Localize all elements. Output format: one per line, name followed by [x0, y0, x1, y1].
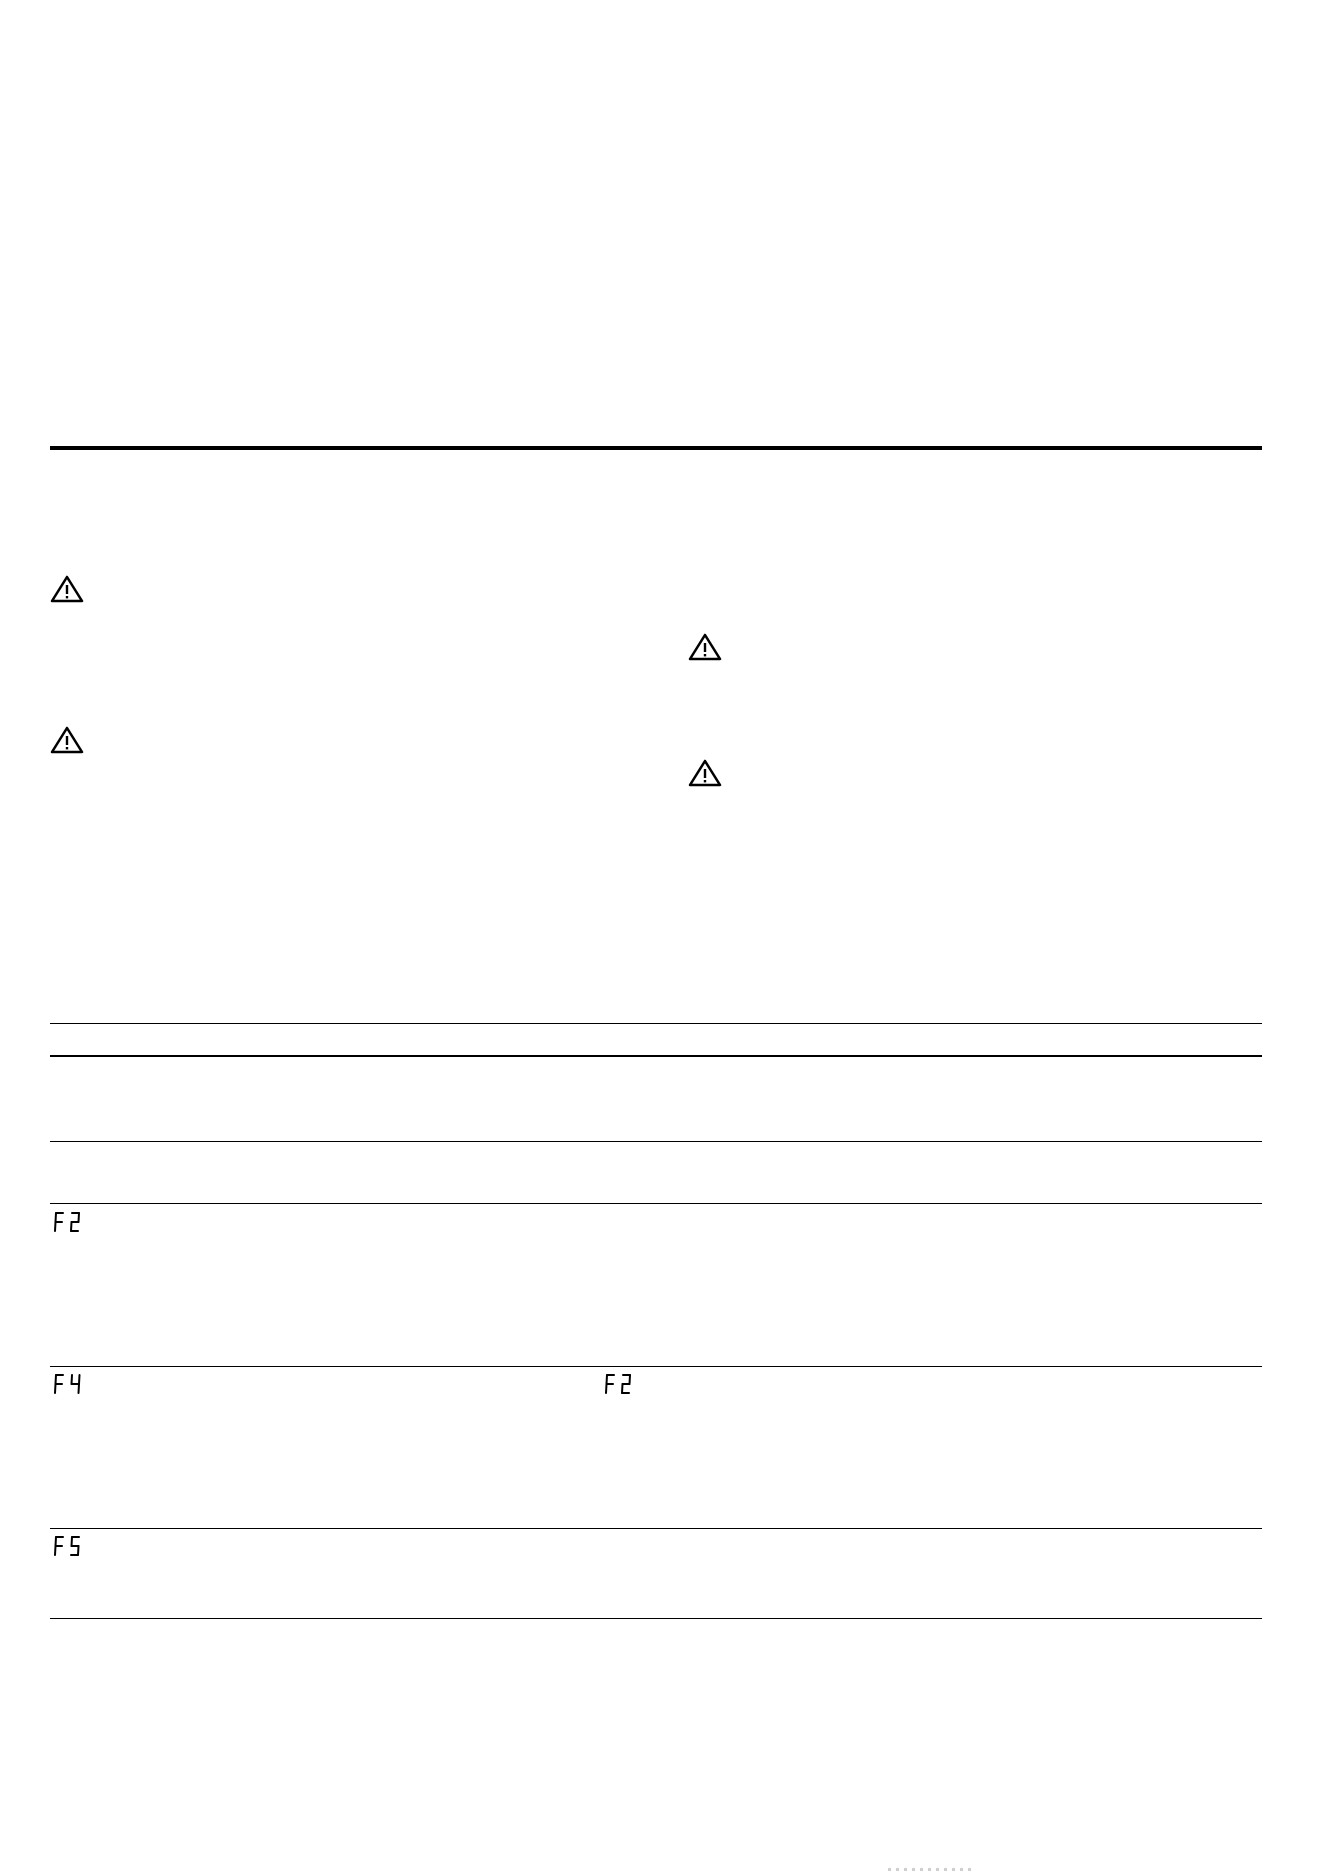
- warning-triangle-icon: [688, 632, 722, 662]
- table-row-divider: [50, 1141, 1262, 1142]
- table-row-divider: [50, 1528, 1262, 1529]
- warning-triangle-icon: [50, 574, 84, 604]
- table-top-rule: [50, 1023, 1262, 1024]
- table-row-divider: [50, 1366, 1262, 1367]
- footer-mark: [888, 1868, 976, 1871]
- warning-triangle-icon: [688, 758, 722, 788]
- warning-triangle-icon: [50, 725, 84, 755]
- error-code-f4: [52, 1373, 86, 1395]
- error-code-f2: [603, 1373, 637, 1395]
- table-bottom-rule: [50, 1618, 1262, 1619]
- error-code-f2: [52, 1211, 86, 1233]
- error-code-f5: [52, 1535, 86, 1557]
- table-row-divider: [50, 1203, 1262, 1204]
- table-header-rule: [50, 1055, 1262, 1057]
- section-divider: [50, 446, 1262, 450]
